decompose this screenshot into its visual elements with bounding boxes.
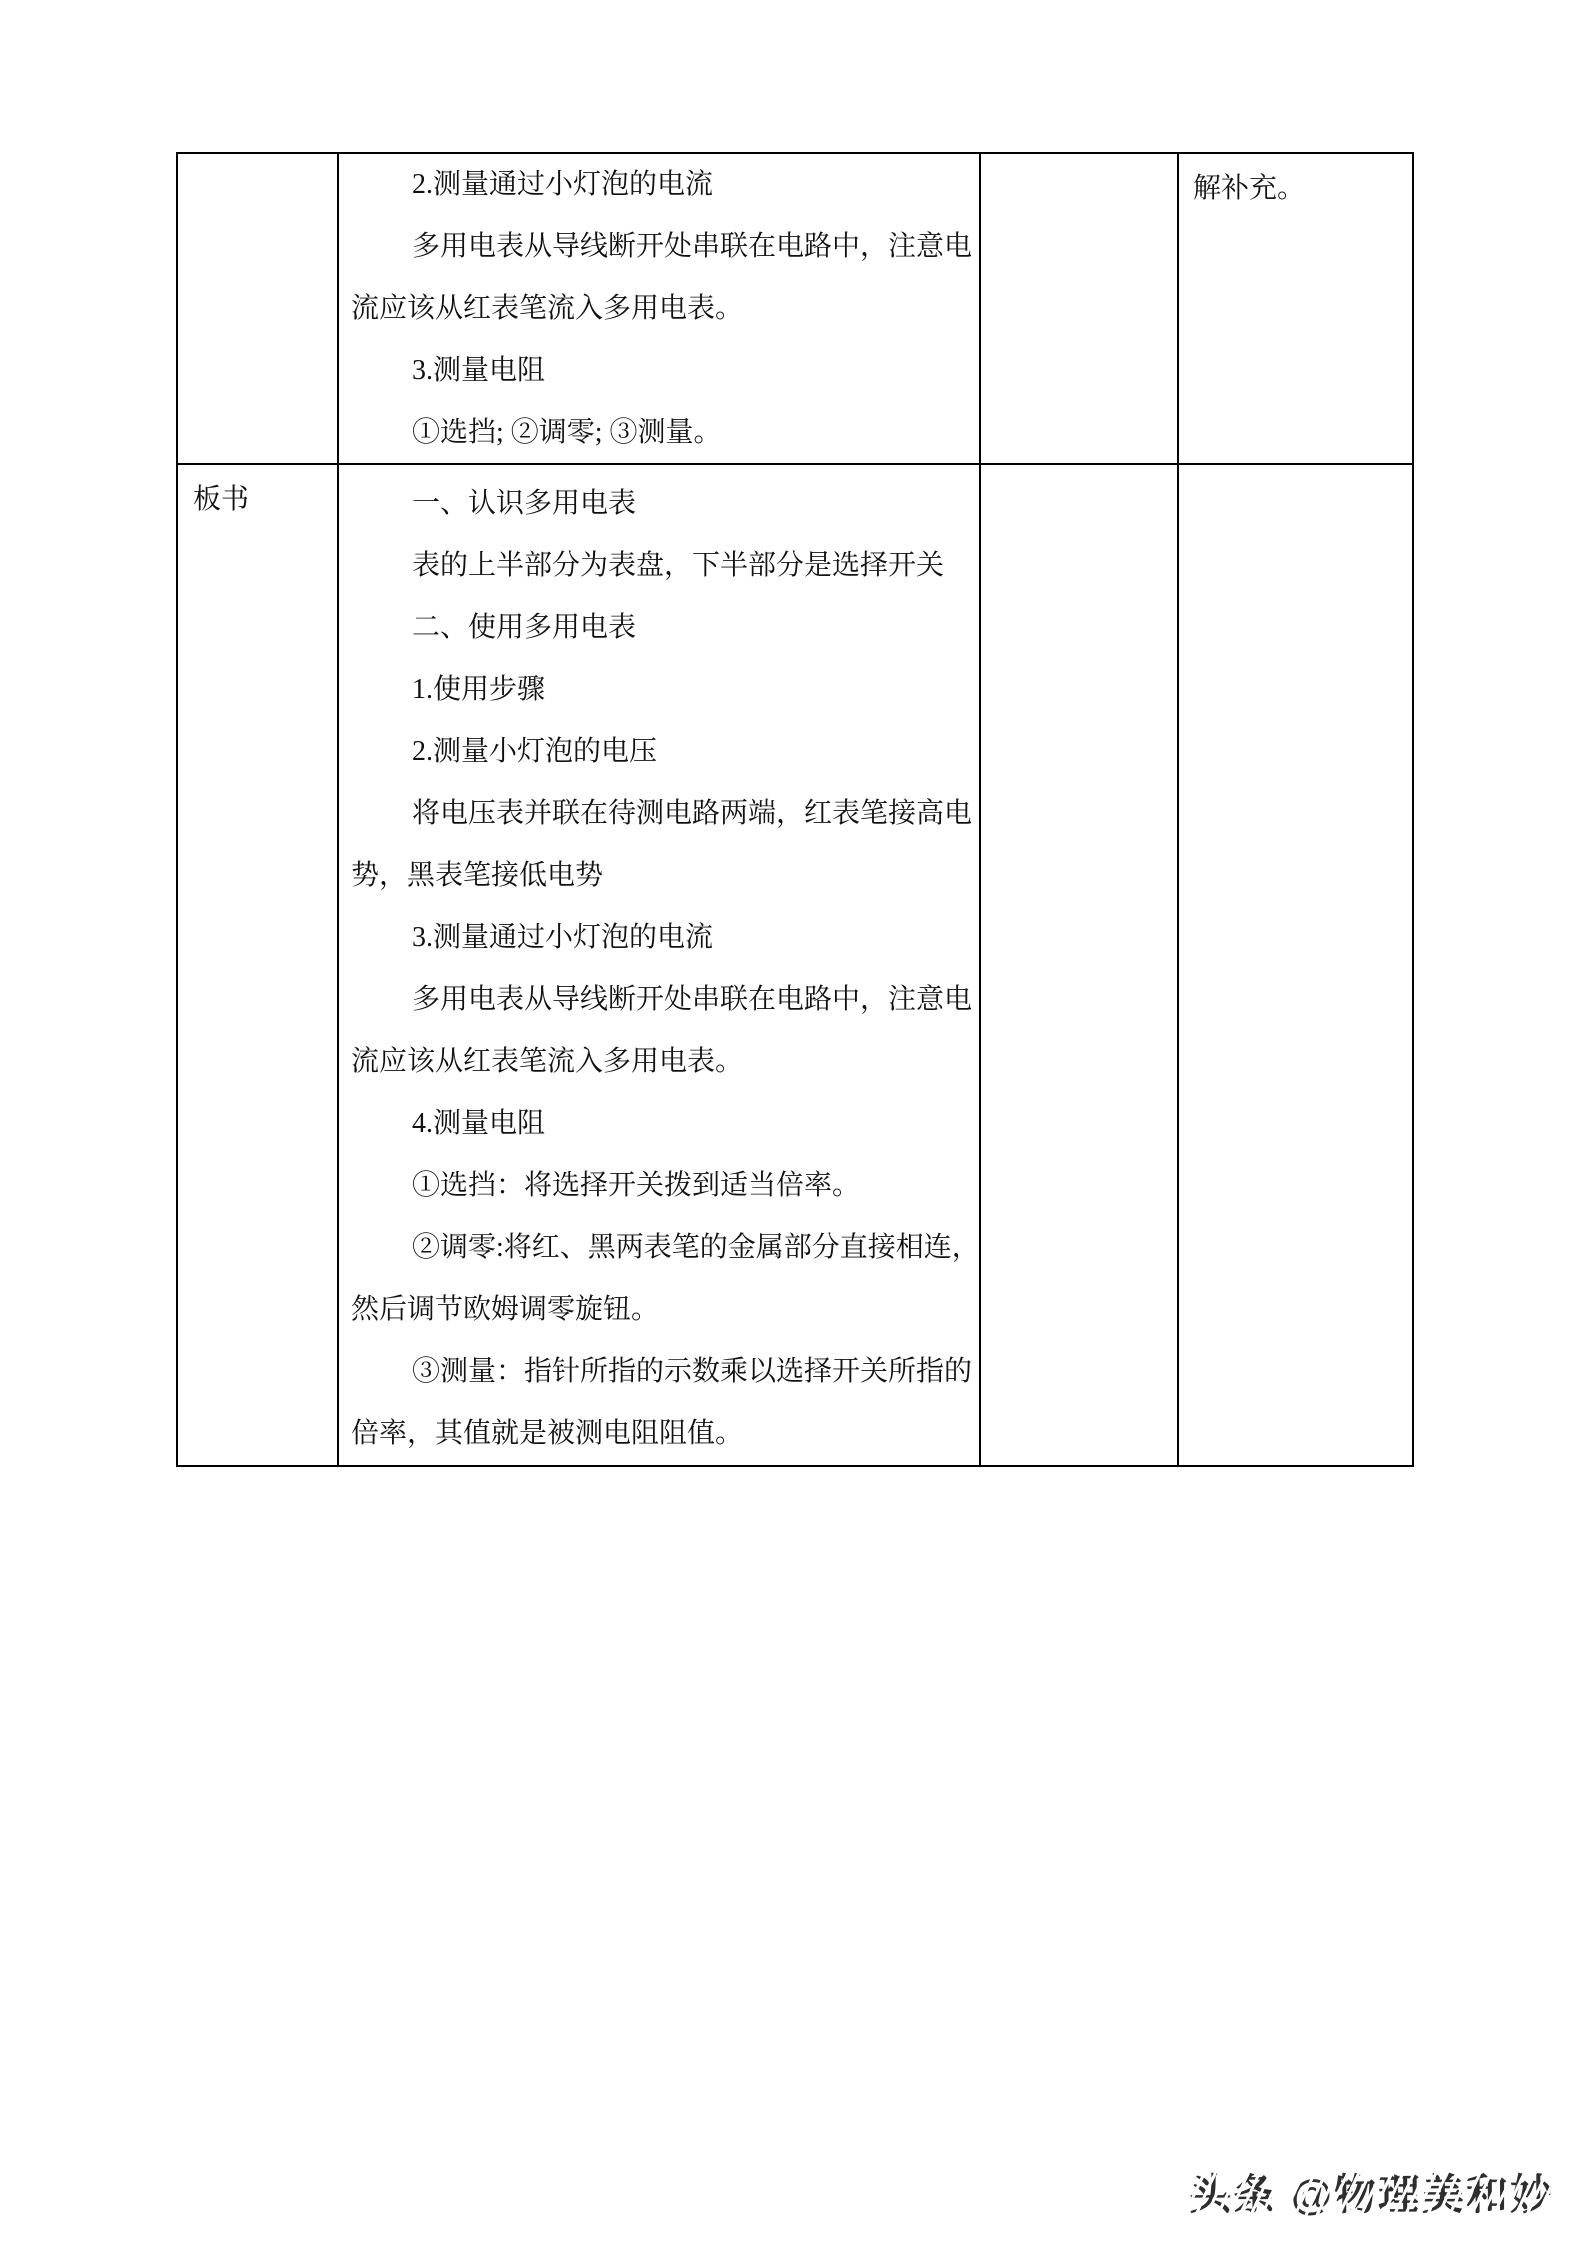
lesson-plan-table [176, 152, 1414, 1467]
text-line: 倍率，其值就是被测电阻阻值。 [351, 1418, 744, 1449]
text-line: 2.测量通过小灯泡的电流 [412, 169, 714, 200]
text-line: ②调零:将红、黑两表笔的金属部分直接相连， [412, 1232, 980, 1263]
text-line: 1.使用步骤 [412, 674, 546, 705]
text-line: 一、认识多用电表 [412, 488, 637, 519]
row-label: 板书 [193, 484, 250, 515]
text-line: 势，黑表笔接低电势 [351, 860, 604, 891]
note-cell [1177, 154, 1412, 463]
watermark: 头条 @物理美和妙 [1189, 2162, 1554, 2222]
text-line: 3.测量通过小灯泡的电流 [412, 922, 714, 953]
table-row [178, 463, 1412, 1465]
text-line: 2.测量小灯泡的电压 [412, 736, 658, 767]
text-line: ①选挡; ②调零; ③测量。 [412, 417, 722, 448]
text-line: ③测量：指针所指的示数乘以选择开关所指的 [412, 1356, 973, 1387]
table-row [178, 154, 1412, 463]
text-line: 多用电表从导线断开处串联在电路中，注意电 [412, 984, 973, 1015]
text-line: 流应该从红表笔流入多用电表。 [351, 1046, 744, 1077]
row-label-cell [178, 465, 337, 1465]
text-line: 流应该从红表笔流入多用电表。 [351, 293, 744, 324]
text-line: ①选挡：将选择开关拨到适当倍率。 [412, 1170, 861, 1201]
blank-cell [979, 154, 1177, 463]
blank-cell [979, 465, 1177, 1465]
content-cell [337, 465, 979, 1465]
text-line: 表的上半部分为表盘，下半部分是选择开关 [412, 550, 945, 581]
text-line: 多用电表从导线断开处串联在电路中，注意电 [412, 231, 973, 262]
content-cell [337, 154, 979, 463]
text-line: 3.测量电阻 [412, 355, 546, 386]
note-cell [1177, 465, 1412, 1465]
row-label-cell [178, 154, 337, 463]
text-line: 4.测量电阻 [412, 1108, 546, 1139]
text-line: 将电压表并联在待测电路两端，红表笔接高电 [412, 798, 973, 829]
text-line: 然后调节欧姆调零旋钮。 [351, 1294, 660, 1325]
text-line: 二、使用多用电表 [412, 612, 637, 643]
text-line: 解补充。 [1193, 173, 1306, 204]
